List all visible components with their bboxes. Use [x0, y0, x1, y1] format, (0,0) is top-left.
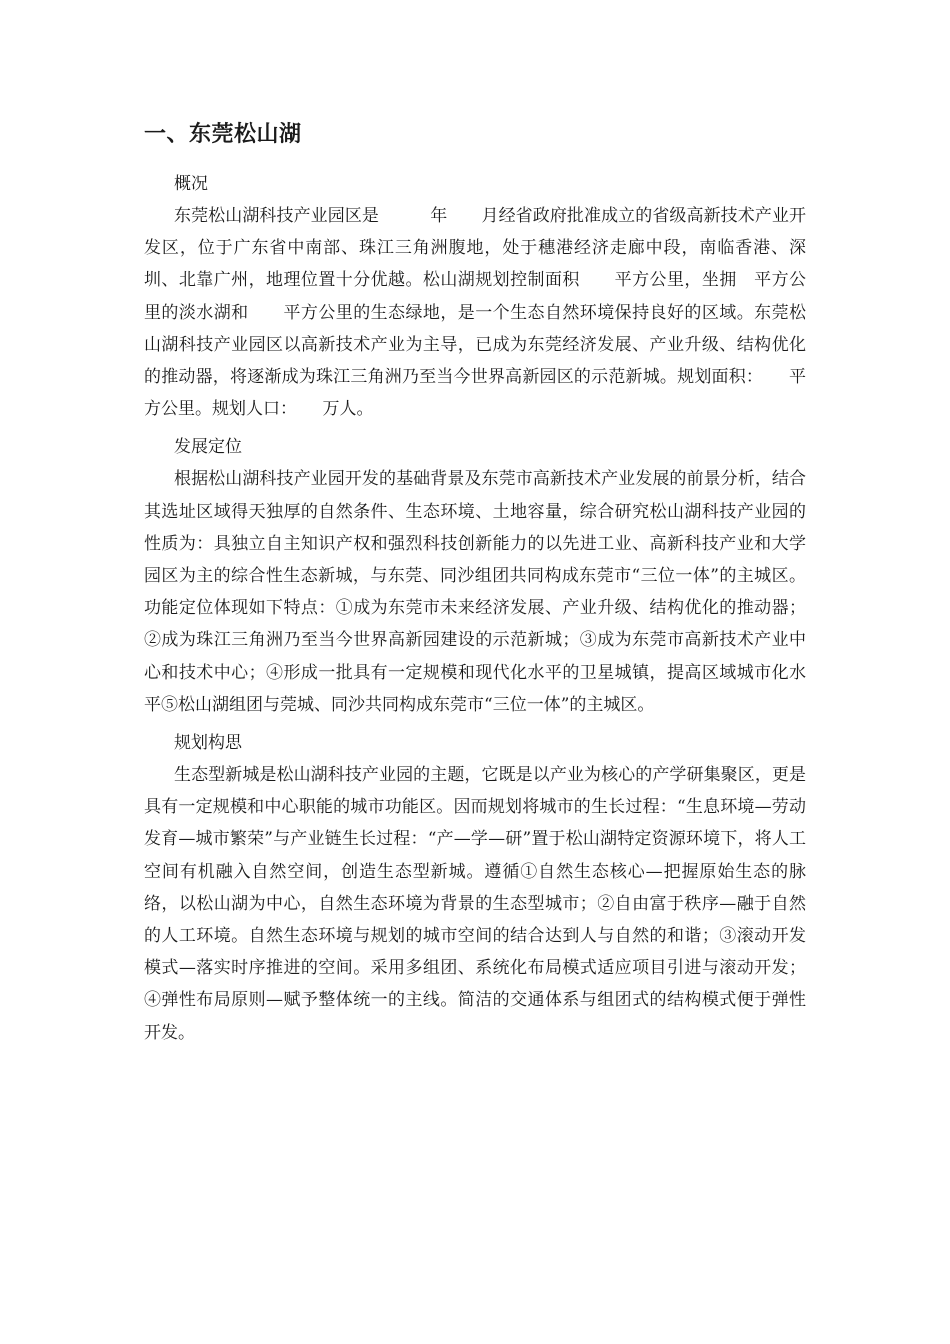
document-title: 一、东莞松山湖 — [144, 122, 302, 147]
section-positioning — [144, 431, 806, 721]
section-planning-concept — [144, 727, 806, 1049]
section-body-planning-concept: 生态型新城是松山湖科技产业园的主题，它既是以产业为核心的产学研集聚区，更是具有一定规模和中心职能的城市功能区。因而规划将城市的生长过程：“生息环境—劳动发育—城市繁荣”与产业链生长过程：“产—学—研”置于松山湖特定资源环境下，将人工空间有机融入自然空间，创造生态型新城。遵循①自然生态核心—把握原始生态的脉络，以松山湖为中心，自然生态环境为背景的生态型城市；②自由富于秩序—融于自然的人工环境。自然生态环境与规划的城市空间的结合达到人与自然的和谐；③滚动开发模式—落实时序推进的空间。采用多组团、系统化布局模式适应项目引进与滚动开发；④弹性布局原则—赋予整体统一的主线。简洁的交通体系与组团式的结构模式便于弹性开发。 — [144, 765, 806, 1043]
section-overview — [144, 168, 806, 425]
section-heading-overview: 概况 — [174, 174, 208, 194]
section-heading-positioning: 发展定位 — [174, 437, 242, 458]
section-body-positioning: 根据松山湖科技产业园开发的基础背景及东莞市高新技术产业发展的前景分析，结合其选址区域得天独厚的自然条件、生态环境、土地容量，综合研究松山湖科技产业园的性质为：具独立自主知识产权和强烈科技创新能力的以先进工业、高新科技产业和大学园区为主的综合性生态新城，与东莞、同沙组团共同构成东莞市“三位一体”的主城区。功能定位体现如下特点：①成为东莞市未来经济发展、产业升级、结构优化的推动器；②成为珠江三角洲乃至当今世界高新园建设的示范新城；③成为东莞市高新技术产业中心和技术中心；④形成一批具有一定规模和现代化水平的卫星城镇，提高区域城市化水平⑤松山湖组团与莞城、同沙共同构成东莞市“三位一体”的主城区。 — [144, 469, 806, 715]
section-body-overview: 东莞松山湖科技产业园区是 年 月经省政府批准成立的省级高新技术产业开发区，位于广东省中南部、珠江三角洲腹地，处于穗港经济走廊中段，南临香港、深圳、北靠广州，地理位置十分优越。松山湖规划控制面积 平方公里，坐拥 平方公里的淡水湖和 平方公里的生态绿地，是一个生态自然环境保持良好的区域。东莞松山湖科技产业园区以高新技术产业为主导，已成为东莞经济发展、产业升级、结构优化的推动器，将逐渐成为珠江三角洲乃至当今世界高新园区的示范新城。规划面积： 平方公里。规划人口： 万人。 — [144, 206, 806, 420]
document-content — [144, 118, 806, 1055]
section-heading-planning-concept: 规划构思 — [174, 733, 242, 754]
